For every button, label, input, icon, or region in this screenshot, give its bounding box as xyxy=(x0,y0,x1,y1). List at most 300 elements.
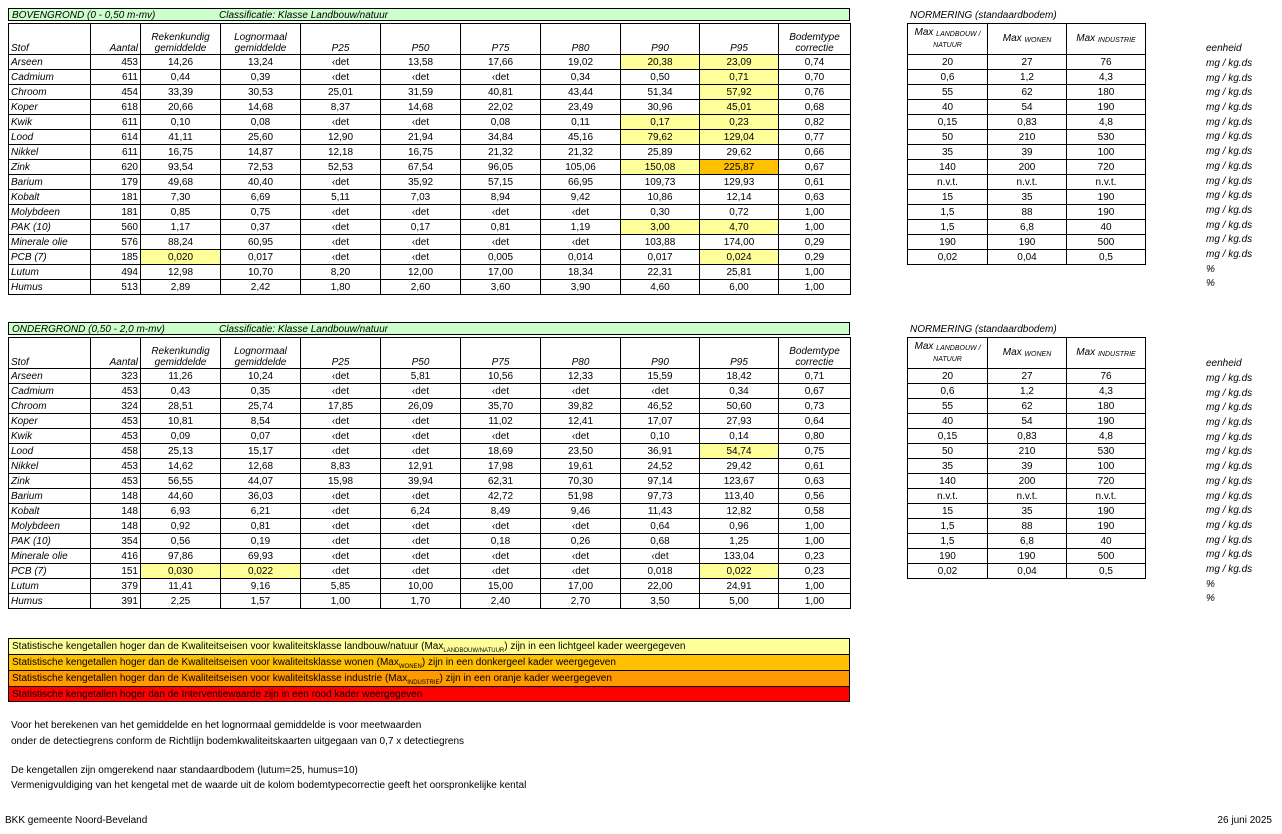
boven-title: BOVENGROND (0 - 0,50 m-mv) xyxy=(12,10,156,21)
onder-cell-aantal: 148 xyxy=(91,489,141,504)
boven-cell-p75: 34,84 xyxy=(461,130,541,145)
onder-cell-p95: 24,91 xyxy=(700,579,779,594)
boven-cell-p50: 13,58 xyxy=(381,55,461,70)
boven-cell-p95: 4,70 xyxy=(700,220,779,235)
onder-cell-p80: 51,98 xyxy=(541,489,621,504)
boven-cell-aantal: 181 xyxy=(91,205,141,220)
onder-cell-p90: 17,07 xyxy=(621,414,700,429)
legend xyxy=(8,638,850,702)
onder-cell-p50: 10,00 xyxy=(381,579,461,594)
boven-cell-p80: 9,42 xyxy=(541,190,621,205)
onder-header-p50: P50 xyxy=(381,338,461,369)
onder-cell-rekenkundig: 28,51 xyxy=(141,399,221,414)
onder-header-p80: P80 xyxy=(541,338,621,369)
boven-cell-bodemtype: 1,00 xyxy=(779,265,851,280)
onder-row xyxy=(9,459,851,474)
onder-norm-row xyxy=(908,399,1146,414)
boven-norm-cell: 76 xyxy=(1067,55,1146,70)
boven-cell-p90: 25,89 xyxy=(621,145,700,160)
onder-norm-cell: 500 xyxy=(1067,549,1146,564)
legend-row-4 xyxy=(8,686,850,702)
boven-cell-p75: ‹det xyxy=(461,205,541,220)
onder-cell-p80: ‹det xyxy=(541,519,621,534)
onder-cell-p80: 12,33 xyxy=(541,369,621,384)
boven-header-bodemtype: Bodemtype correctie xyxy=(779,24,851,55)
onder-cell-p75: 8,49 xyxy=(461,504,541,519)
boven-cell-bodemtype: 1,00 xyxy=(779,205,851,220)
boven-cell-bodemtype: 0,63 xyxy=(779,190,851,205)
boven-norm-cell: 100 xyxy=(1067,145,1146,160)
boven-row xyxy=(9,70,851,85)
onder-norm-cell: 180 xyxy=(1067,399,1146,414)
boven-cell-aantal: 454 xyxy=(91,85,141,100)
boven-norm-cell: 0,5 xyxy=(1067,250,1146,265)
onder-norm-cell: 27 xyxy=(988,369,1067,384)
onder-cell-bodemtype: 1,00 xyxy=(779,534,851,549)
onder-cell-p75: 15,00 xyxy=(461,579,541,594)
boven-cell-aantal: 620 xyxy=(91,160,141,175)
onder-norm-header-max: Max xyxy=(1076,346,1096,358)
boven-norm-header-wonen xyxy=(988,24,1067,55)
boven-cell-rekenkundig: 0,85 xyxy=(141,205,221,220)
onder-cell-p50: ‹det xyxy=(381,414,461,429)
boven-norm-cell: 190 xyxy=(1067,205,1146,220)
onder-cell-rekenkundig: 0,92 xyxy=(141,519,221,534)
onder-cell-p25: ‹det xyxy=(301,504,381,519)
boven-norm-header-max: Max xyxy=(914,27,934,38)
onder-cell-stof: Nikkel xyxy=(9,459,91,474)
onder-cell-aantal: 324 xyxy=(91,399,141,414)
boven-cell-aantal: 560 xyxy=(91,220,141,235)
boven-cell-lognormaal: 6,69 xyxy=(221,190,301,205)
onder-unit: mg / kg.ds xyxy=(1206,534,1253,546)
boven-norm-row xyxy=(908,250,1146,265)
boven-cell-p90: 22,31 xyxy=(621,265,700,280)
boven-cell-lognormaal: 14,68 xyxy=(221,100,301,115)
onder-cell-p80: ‹det xyxy=(541,429,621,444)
boven-cell-bodemtype: 0,29 xyxy=(779,235,851,250)
boven-row xyxy=(9,250,851,265)
boven-header-p90: P90 xyxy=(621,24,700,55)
boven-row xyxy=(9,100,851,115)
onder-cell-lognormaal: 0,022 xyxy=(221,564,301,579)
onder-row xyxy=(9,549,851,564)
boven-cell-p50: ‹det xyxy=(381,205,461,220)
onder-norm-cell: 1,5 xyxy=(908,519,988,534)
onder-cell-bodemtype: 0,61 xyxy=(779,459,851,474)
boven-cell-bodemtype: 0,77 xyxy=(779,130,851,145)
boven-header-stof: Stof xyxy=(9,24,91,55)
boven-cell-p95: 12,14 xyxy=(700,190,779,205)
boven-norm-cell: 0,83 xyxy=(988,115,1067,130)
onder-cell-stof: PCB (7) xyxy=(9,564,91,579)
boven-row xyxy=(9,265,851,280)
onder-cell-p75: 18,69 xyxy=(461,444,541,459)
boven-norm-cell: 720 xyxy=(1067,160,1146,175)
boven-cell-aantal: 185 xyxy=(91,250,141,265)
onder-cell-p80: 12,41 xyxy=(541,414,621,429)
boven-cell-rekenkundig: 2,89 xyxy=(141,280,221,295)
boven-cell-p25: ‹det xyxy=(301,205,381,220)
onder-row xyxy=(9,384,851,399)
onder-cell-p50: 1,70 xyxy=(381,594,461,609)
onder-cell-stof: Lood xyxy=(9,444,91,459)
boven-cell-p80: 21,32 xyxy=(541,145,621,160)
boven-row xyxy=(9,280,851,295)
onder-cell-rekenkundig: 0,56 xyxy=(141,534,221,549)
boven-norm-cell: 35 xyxy=(908,145,988,160)
onder-cell-p95: 0,96 xyxy=(700,519,779,534)
onder-cell-rekenkundig: 56,55 xyxy=(141,474,221,489)
onder-cell-p50: ‹det xyxy=(381,534,461,549)
onder-cell-p25: ‹det xyxy=(301,384,381,399)
onder-norm-cell: 4,8 xyxy=(1067,429,1146,444)
boven-norm-header-max: Max xyxy=(1002,32,1022,44)
onder-cell-bodemtype: 0,64 xyxy=(779,414,851,429)
boven-cell-p25: 8,37 xyxy=(301,100,381,115)
boven-cell-aantal: 611 xyxy=(91,115,141,130)
onder-unit: mg / kg.ds xyxy=(1206,417,1253,429)
boven-cell-rekenkundig: 0,10 xyxy=(141,115,221,130)
boven-cell-p75: 96,05 xyxy=(461,160,541,175)
onder-cell-aantal: 453 xyxy=(91,384,141,399)
boven-cell-p75: 21,32 xyxy=(461,145,541,160)
boven-norm-cell: 39 xyxy=(988,145,1067,160)
onder-cell-p50: ‹det xyxy=(381,519,461,534)
onder-cell-rekenkundig: 0,09 xyxy=(141,429,221,444)
onder-cell-p90: 0,64 xyxy=(621,519,700,534)
boven-norm-cell: 4,8 xyxy=(1067,115,1146,130)
onder-norm-header-landbouw xyxy=(908,338,988,369)
boven-unit: mg / kg.ds xyxy=(1206,175,1253,187)
boven-cell-rekenkundig: 12,98 xyxy=(141,265,221,280)
onder-cell-aantal: 453 xyxy=(91,459,141,474)
onder-norm-cell: 140 xyxy=(908,474,988,489)
onder-cell-lognormaal: 0,07 xyxy=(221,429,301,444)
onder-cell-p90: 15,59 xyxy=(621,369,700,384)
boven-cell-p95: 0,71 xyxy=(700,70,779,85)
boven-cell-p95: 6,00 xyxy=(700,280,779,295)
boven-cell-aantal: 618 xyxy=(91,100,141,115)
onder-norm-cell: 6,8 xyxy=(988,534,1067,549)
boven-cell-stof: Nikkel xyxy=(9,145,91,160)
onder-header-stof: Stof xyxy=(9,338,91,369)
boven-unit: mg / kg.ds xyxy=(1206,102,1253,114)
boven-cell-stof: Humus xyxy=(9,280,91,295)
onder-unit: mg / kg.ds xyxy=(1206,519,1253,531)
boven-row xyxy=(9,130,851,145)
boven-cell-bodemtype: 0,74 xyxy=(779,55,851,70)
onder-cell-stof: Lutum xyxy=(9,579,91,594)
onder-cell-stof: Barium xyxy=(9,489,91,504)
onder-row xyxy=(9,594,851,609)
onder-norm-cell: 100 xyxy=(1067,459,1146,474)
boven-norm-row xyxy=(908,160,1146,175)
onder-cell-aantal: 354 xyxy=(91,534,141,549)
onder-norm-cell: 190 xyxy=(988,549,1067,564)
onder-cell-p75: 11,02 xyxy=(461,414,541,429)
onder-cell-p25: 8,83 xyxy=(301,459,381,474)
boven-norm-cell: 50 xyxy=(908,130,988,145)
onder-cell-p50: ‹det xyxy=(381,429,461,444)
boven-unit: mg / kg.ds xyxy=(1206,234,1253,246)
boven-cell-p25: 25,01 xyxy=(301,85,381,100)
boven-cell-rekenkundig: 0,020 xyxy=(141,250,221,265)
boven-cell-p90: 109,73 xyxy=(621,175,700,190)
boven-norm-cell: n.v.t. xyxy=(908,175,988,190)
boven-header-p50: P50 xyxy=(381,24,461,55)
boven-title-bar xyxy=(8,8,850,21)
boven-cell-p25: 5,11 xyxy=(301,190,381,205)
onder-cell-p80: 70,30 xyxy=(541,474,621,489)
onder-unit: mg / kg.ds xyxy=(1206,402,1253,414)
boven-header-p80: P80 xyxy=(541,24,621,55)
boven-cell-lognormaal: 0,75 xyxy=(221,205,301,220)
boven-cell-p95: 129,93 xyxy=(700,175,779,190)
note-line-3: De kengetallen zijn omgerekend naar standaardbodem (lutum=25, humus=10) xyxy=(11,765,358,776)
onder-cell-p90: 3,50 xyxy=(621,594,700,609)
onder-norm-cell: 20 xyxy=(908,369,988,384)
boven-norm-cell: 40 xyxy=(908,100,988,115)
boven-cell-p25: ‹det xyxy=(301,235,381,250)
onder-norm-row xyxy=(908,429,1146,444)
boven-row xyxy=(9,55,851,70)
boven-norm-cell: 190 xyxy=(908,235,988,250)
boven-cell-aantal: 494 xyxy=(91,265,141,280)
boven-cell-p25: 52,53 xyxy=(301,160,381,175)
onder-cell-bodemtype: 0,58 xyxy=(779,504,851,519)
boven-stats-table xyxy=(8,23,851,295)
boven-cell-rekenkundig: 0,44 xyxy=(141,70,221,85)
boven-norm-cell: 500 xyxy=(1067,235,1146,250)
onder-norm-row xyxy=(908,489,1146,504)
onder-cell-aantal: 151 xyxy=(91,564,141,579)
onder-cell-p80: 9,46 xyxy=(541,504,621,519)
onder-cell-p95: 29,42 xyxy=(700,459,779,474)
onder-cell-p80: 17,00 xyxy=(541,579,621,594)
boven-cell-rekenkundig: 14,26 xyxy=(141,55,221,70)
onder-header-p90: P90 xyxy=(621,338,700,369)
onder-cell-p25: 5,85 xyxy=(301,579,381,594)
onder-norm-cell: 720 xyxy=(1067,474,1146,489)
onder-cell-p95: 0,022 xyxy=(700,564,779,579)
boven-cell-p80: 0,34 xyxy=(541,70,621,85)
onder-cell-p75: 42,72 xyxy=(461,489,541,504)
onder-cell-p25: ‹det xyxy=(301,414,381,429)
boven-cell-stof: Cadmium xyxy=(9,70,91,85)
boven-cell-lognormaal: 25,60 xyxy=(221,130,301,145)
onder-cell-bodemtype: 0,75 xyxy=(779,444,851,459)
boven-cell-p25: ‹det xyxy=(301,55,381,70)
boven-cell-stof: Kobalt xyxy=(9,190,91,205)
onder-cell-bodemtype: 0,23 xyxy=(779,564,851,579)
onder-unit: mg / kg.ds xyxy=(1206,431,1253,443)
onder-cell-p50: ‹det xyxy=(381,384,461,399)
boven-cell-p25: 12,18 xyxy=(301,145,381,160)
boven-cell-stof: Molybdeen xyxy=(9,205,91,220)
onder-norm-cell: 62 xyxy=(988,399,1067,414)
boven-norm-cell: 0,15 xyxy=(908,115,988,130)
boven-cell-aantal: 453 xyxy=(91,55,141,70)
boven-cell-aantal: 181 xyxy=(91,190,141,205)
boven-norm-row xyxy=(908,70,1146,85)
boven-cell-stof: Lood xyxy=(9,130,91,145)
boven-cell-stof: Zink xyxy=(9,160,91,175)
onder-cell-stof: Koper xyxy=(9,414,91,429)
onder-norm-cell: 190 xyxy=(1067,414,1146,429)
boven-cell-p80: 23,49 xyxy=(541,100,621,115)
onder-cell-p90: ‹det xyxy=(621,549,700,564)
boven-cell-stof: PAK (10) xyxy=(9,220,91,235)
onder-cell-p80: 23,50 xyxy=(541,444,621,459)
onder-cell-p50: 5,81 xyxy=(381,369,461,384)
onder-header-p95: P95 xyxy=(700,338,779,369)
boven-cell-p50: 31,59 xyxy=(381,85,461,100)
legend-row-3 xyxy=(8,670,850,686)
onder-unit: mg / kg.ds xyxy=(1206,446,1253,458)
note-line-1: Voor het berekenen van het gemiddelde en het lognormaal gemiddelde is voor meetwaarden xyxy=(11,720,422,731)
boven-header-lognormaal: Lognormaal gemiddelde xyxy=(221,24,301,55)
onder-unit: % xyxy=(1206,593,1215,605)
boven-cell-p90: 0,17 xyxy=(621,115,700,130)
boven-cell-p95: 57,92 xyxy=(700,85,779,100)
onder-title-bar xyxy=(8,322,850,335)
onder-cell-aantal: 323 xyxy=(91,369,141,384)
onder-unit: mg / kg.ds xyxy=(1206,549,1253,561)
boven-norm-cell: 190 xyxy=(988,235,1067,250)
boven-norm-cell: 20 xyxy=(908,55,988,70)
boven-cell-p80: 45,16 xyxy=(541,130,621,145)
boven-cell-p95: 225,87 xyxy=(700,160,779,175)
note-line-2: onder de detectiegrens conform de Richtlijn bodemkwaliteitskaarten uitgegaan van 0,7 x detectiegrens xyxy=(11,736,465,747)
onder-cell-bodemtype: 0,63 xyxy=(779,474,851,489)
boven-norm-cell: 27 xyxy=(988,55,1067,70)
boven-cell-p80: 0,11 xyxy=(541,115,621,130)
boven-cell-lognormaal: 40,40 xyxy=(221,175,301,190)
onder-cell-p90: 97,73 xyxy=(621,489,700,504)
onder-cell-p80: ‹det xyxy=(541,564,621,579)
onder-cell-p95: 1,25 xyxy=(700,534,779,549)
onder-cell-lognormaal: 1,57 xyxy=(221,594,301,609)
onder-row xyxy=(9,519,851,534)
boven-norm-header-sub: INDUSTRIE xyxy=(1097,36,1136,44)
boven-cell-p75: 22,02 xyxy=(461,100,541,115)
boven-norm-row xyxy=(908,100,1146,115)
boven-cell-p25: ‹det xyxy=(301,70,381,85)
boven-cell-p75: 40,81 xyxy=(461,85,541,100)
onder-cell-lognormaal: 36,03 xyxy=(221,489,301,504)
onder-cell-p25: ‹det xyxy=(301,369,381,384)
onder-cell-p95: 0,14 xyxy=(700,429,779,444)
boven-cell-rekenkundig: 20,66 xyxy=(141,100,221,115)
boven-norm-cell: 1,5 xyxy=(908,220,988,235)
onder-cell-p90: 22,00 xyxy=(621,579,700,594)
boven-norm-row xyxy=(908,115,1146,130)
onder-norm-cell: 200 xyxy=(988,474,1067,489)
onder-cell-stof: Cadmium xyxy=(9,384,91,399)
onder-norm-row xyxy=(908,519,1146,534)
boven-cell-stof: Kwik xyxy=(9,115,91,130)
onder-title: ONDERGROND (0,50 - 2,0 m-mv) xyxy=(12,324,165,335)
onder-cell-p75: ‹det xyxy=(461,519,541,534)
onder-cell-rekenkundig: 14,62 xyxy=(141,459,221,474)
onder-norm-cell: n.v.t. xyxy=(908,489,988,504)
boven-cell-bodemtype: 1,00 xyxy=(779,280,851,295)
boven-unit: mg / kg.ds xyxy=(1206,58,1253,69)
boven-cell-p90: 0,30 xyxy=(621,205,700,220)
boven-norm-cell: n.v.t. xyxy=(988,175,1067,190)
onder-cell-p25: ‹det xyxy=(301,534,381,549)
onder-cell-p80: 2,70 xyxy=(541,594,621,609)
boven-cell-p25: ‹det xyxy=(301,115,381,130)
boven-cell-bodemtype: 0,61 xyxy=(779,175,851,190)
boven-norm-row xyxy=(908,175,1146,190)
boven-header-aantal: Aantal xyxy=(91,24,141,55)
onder-cell-lognormaal: 69,93 xyxy=(221,549,301,564)
onder-stats-table xyxy=(8,337,851,609)
onder-norm-cell: 1,5 xyxy=(908,534,988,549)
onder-norm-header-max: Max xyxy=(1002,346,1022,358)
boven-cell-lognormaal: 0,08 xyxy=(221,115,301,130)
onder-norm-row xyxy=(908,564,1146,579)
onder-norm-cell: 4,3 xyxy=(1067,384,1146,399)
legend-text: Statistische kengetallen hoger dan de Interventiewaarde zijn in een rood kader weergegeven xyxy=(12,689,423,700)
onder-norm-cell: 88 xyxy=(988,519,1067,534)
onder-cell-p50: 6,24 xyxy=(381,504,461,519)
boven-unit: mg / kg.ds xyxy=(1206,219,1253,231)
boven-cell-p75: 17,66 xyxy=(461,55,541,70)
onder-cell-aantal: 453 xyxy=(91,414,141,429)
boven-header-p75: P75 xyxy=(461,24,541,55)
legend-text: Statistische kengetallen hoger dan de Kwaliteitseisen voor kwaliteitsklasse wonen (Max xyxy=(12,657,399,668)
onder-cell-rekenkundig: 6,93 xyxy=(141,504,221,519)
onder-norm-cell: 35 xyxy=(908,459,988,474)
onder-row xyxy=(9,369,851,384)
boven-cell-aantal: 614 xyxy=(91,130,141,145)
onder-cell-p75: ‹det xyxy=(461,564,541,579)
onder-norm-row xyxy=(908,369,1146,384)
onder-cell-bodemtype: 0,71 xyxy=(779,369,851,384)
onder-classificatie: Classificatie: Klasse Landbouw/natuur xyxy=(219,324,388,335)
boven-norm-row xyxy=(908,145,1146,160)
boven-cell-bodemtype: 0,67 xyxy=(779,160,851,175)
onder-cell-stof: PAK (10) xyxy=(9,534,91,549)
boven-norm-cell: 55 xyxy=(908,85,988,100)
boven-cell-p95: 0,72 xyxy=(700,205,779,220)
boven-cell-p90: 0,017 xyxy=(621,250,700,265)
boven-cell-stof: Barium xyxy=(9,175,91,190)
onder-row xyxy=(9,474,851,489)
onder-cell-p75: 35,70 xyxy=(461,399,541,414)
onder-norm-cell: 40 xyxy=(908,414,988,429)
legend-text: Statistische kengetallen hoger dan de Kwaliteitseisen voor kwaliteitsklasse industrie (Max xyxy=(12,673,408,684)
boven-cell-p25: 8,20 xyxy=(301,265,381,280)
onder-cell-aantal: 391 xyxy=(91,594,141,609)
boven-row xyxy=(9,145,851,160)
onder-cell-p50: 39,94 xyxy=(381,474,461,489)
boven-cell-p50: 21,94 xyxy=(381,130,461,145)
onder-row xyxy=(9,429,851,444)
onder-row xyxy=(9,414,851,429)
onder-cell-p80: ‹det xyxy=(541,549,621,564)
onder-cell-bodemtype: 0,23 xyxy=(779,549,851,564)
boven-cell-lognormaal: 30,53 xyxy=(221,85,301,100)
onder-cell-p90: ‹det xyxy=(621,384,700,399)
boven-row xyxy=(9,85,851,100)
boven-cell-p25: 12,90 xyxy=(301,130,381,145)
onder-cell-bodemtype: 0,80 xyxy=(779,429,851,444)
onder-cell-lognormaal: 25,74 xyxy=(221,399,301,414)
